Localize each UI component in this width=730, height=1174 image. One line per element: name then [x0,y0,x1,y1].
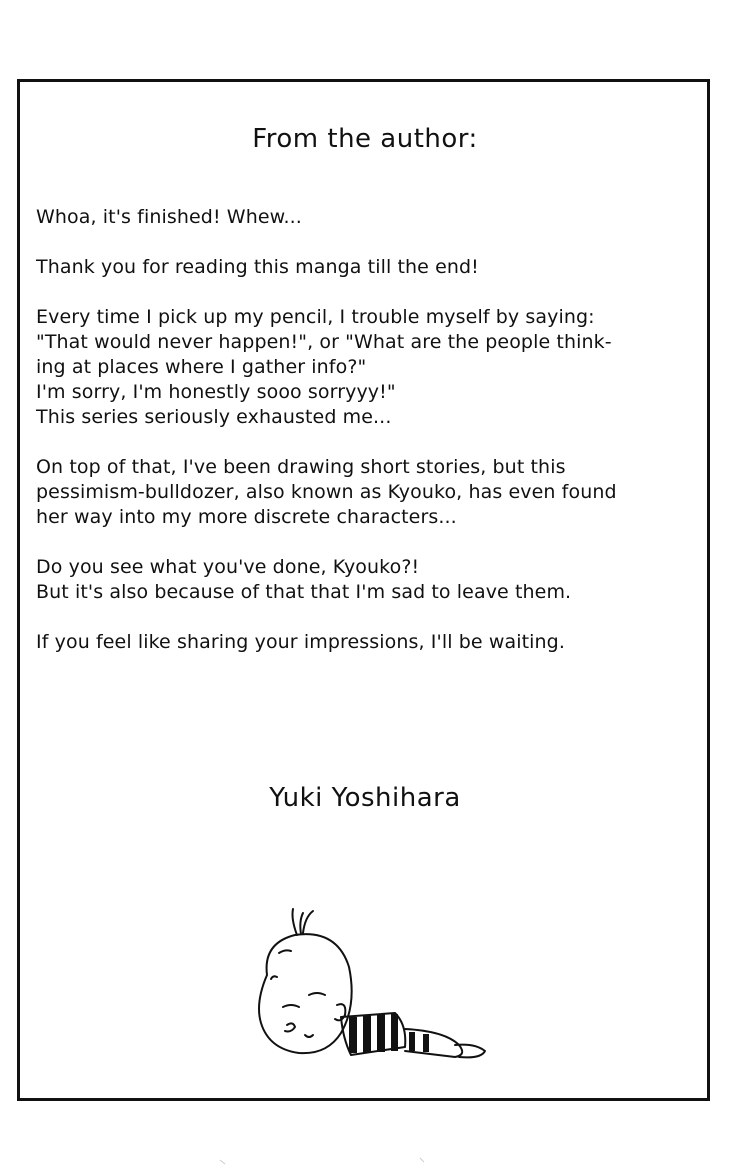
text-line: If you feel like sharing your impressions, I'll be waiting. [36,631,565,653]
text-line: pessimism-bulldozer, also known as Kyouko, has even found [36,481,617,503]
text-line: ing at places where I gather info?" [36,356,367,378]
paragraph-2 [36,255,686,280]
author-signature: Yuki Yoshihara [269,783,461,813]
page-title: From the author: [252,124,478,154]
paragraph-5 [36,555,686,605]
text-line: This series seriously exhausted me... [36,406,392,428]
paragraph-1 [36,205,686,230]
text-line: Do you see what you've done, Kyouko?! [36,556,420,578]
paragraph-3 [36,305,686,430]
text-line: Every time I pick up my pencil, I trouble myself by saying: [36,306,595,328]
text-line: But it's also because of that that I'm sad to leave them. [36,581,572,603]
text-line: On top of that, I've been drawing short stories, but this [36,456,566,478]
text-line: "That would never happen!", or "What are the people think- [36,331,612,353]
text-line: I'm sorry, I'm honestly sooo sorryyy!" [36,381,396,403]
paragraph-4 [36,455,686,530]
sleeping-baby-doodle-icon [245,905,495,1075]
text-line: Whoa, it's finished! Whew... [36,206,302,228]
text-line: Thank you for reading this manga till the end! [36,256,479,278]
paragraph-6 [36,630,686,655]
author-note-body [36,205,686,680]
text-line: her way into my more discrete characters... [36,506,457,528]
scan-edge-marks [0,1150,730,1170]
